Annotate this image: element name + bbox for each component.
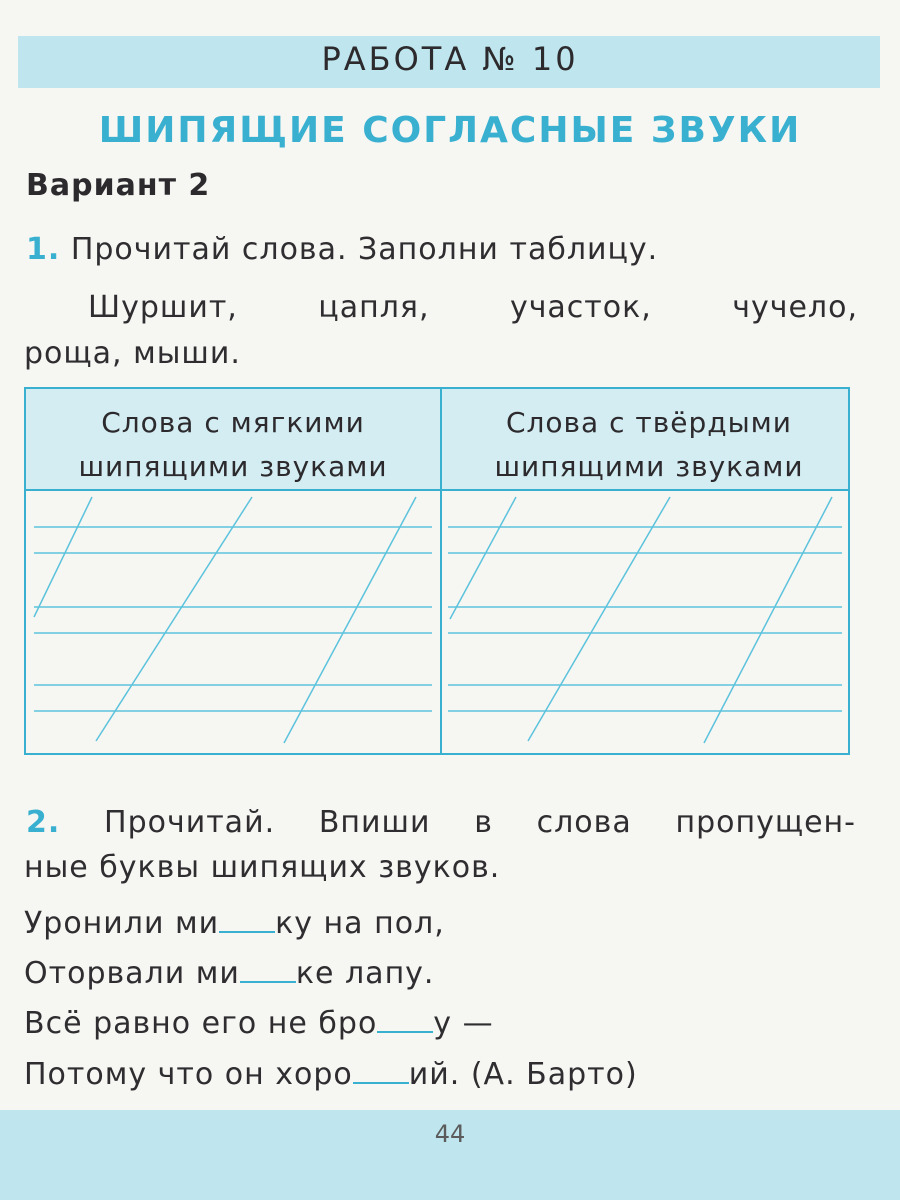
task1-words-line1: Шуршит, цапля, участок, чучело, — [88, 290, 858, 325]
poem-line-end: ку на пол, — [275, 906, 445, 941]
poem-line-end: ке лапу. — [295, 956, 435, 991]
poem-line-start: Потому что он хоро — [24, 1057, 353, 1092]
table-header-soft-line2: шипящими звуками — [78, 450, 388, 483]
task2-instruction-line2: ные буквы шипящих звуков. — [24, 850, 501, 885]
task2-instruction-line1 — [26, 805, 856, 840]
table-header-hard-line2: шипящими звуками — [494, 450, 804, 483]
work-title: РАБОТА № 10 — [321, 40, 579, 78]
task1-instruction: Прочитай слова. Заполни таблицу. — [70, 232, 659, 267]
table-header-hard-line1: Слова с твёрдыми — [505, 406, 793, 439]
task1-words-line2: роща, мыши. — [24, 336, 241, 371]
task2-number: 2. — [26, 805, 61, 840]
poem-line-end: ий. (А. Барто) — [408, 1057, 638, 1092]
task2-instruction-text: Прочитай. Впиши в слова пропущен- — [104, 805, 856, 840]
task1-instruction-line — [26, 232, 658, 267]
poem-line — [24, 956, 434, 991]
poem-line-end: у — — [433, 1006, 494, 1041]
letter-blank[interactable] — [219, 907, 275, 933]
letter-blank[interactable] — [240, 957, 296, 983]
writing-guide-lines — [26, 389, 848, 753]
task1-number: 1. — [26, 232, 61, 267]
page-number: 44 — [434, 1120, 466, 1148]
letter-blank[interactable] — [377, 1007, 433, 1033]
poem-line-start: Всё равно его не бро — [24, 1006, 378, 1041]
poem-line — [24, 1057, 638, 1092]
poem-line — [24, 1006, 494, 1041]
poem-line-start: Уронили ми — [24, 906, 220, 941]
poem-line — [24, 906, 445, 941]
table-header-soft-line1: Слова с мягкими — [101, 406, 365, 439]
topic-heading: ШИПЯЩИЕ СОГЛАСНЫЕ ЗВУКИ — [98, 110, 802, 151]
word-sort-table — [24, 387, 850, 755]
poem-line-start: Оторвали ми — [24, 956, 240, 991]
letter-blank[interactable] — [353, 1058, 409, 1084]
variant-label: Вариант 2 — [26, 168, 211, 203]
